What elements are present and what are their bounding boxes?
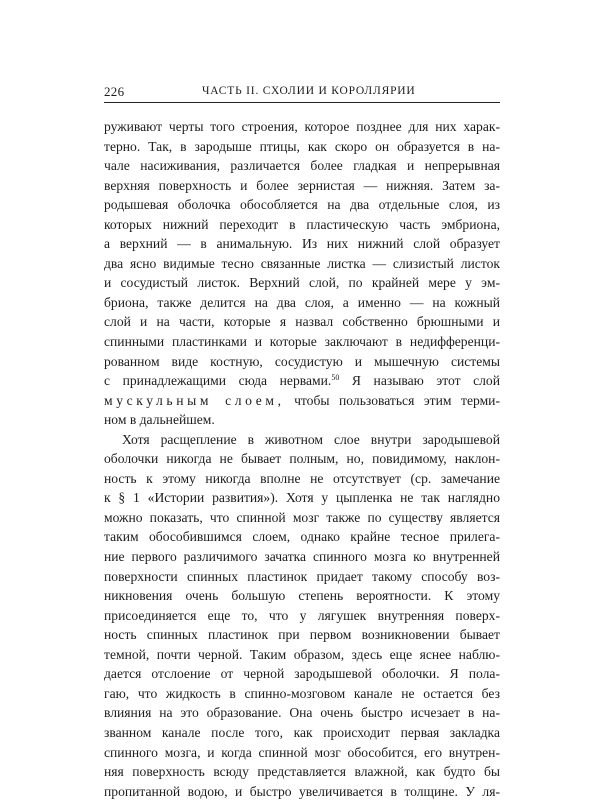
text-line: верхняя поверхность и более зернистая — нижняя. Затем за- [104,177,500,193]
text-line: спинными пластинками и которые заключают в недифференци- [104,334,500,350]
text-line: которых нижний переходит в пластическую часть эмбриона, [104,216,500,232]
text-line: терно. Так, в зародыше птицы, как скоро он образуется в на- [104,138,500,154]
text-line: к § 1 «Истории развития»). Хотя у цыпленка не так наглядно [104,490,500,506]
text-segment: с принадлежащими сюда нервами. [104,373,332,389]
text-line: а верхний — в анимальную. Из них нижний слой образует [104,236,500,252]
spaced-term: мускульным слоем, [104,392,285,408]
text-segment: Я называю этот слой [339,373,500,389]
text-line: темной, почти черной. Таким образом, здесь еще яснее наблю- [104,646,500,662]
text-line: гаю, что жидкость в спинно-мозговом канале не остается без [104,685,500,701]
text-line: два ясно видимые тесно связанные листка — слизистый листок [104,255,500,271]
text-line: присоединяется еще то, что у лягушек внутренняя поверх- [104,607,500,623]
footnote-reference: 50 [331,373,340,383]
paragraph-end-line: ном в дальнейшем. [104,412,215,428]
text-line: никновения очень большую степень вероятности. К этому [104,588,500,604]
text-line: родышевая оболочка обособляется на два отдельные слоя, из [104,197,500,213]
text-line: пропитанной водою, и быстро увеличивается в толщине. У ля- [104,783,500,799]
text-line: бриона, также делится на два слоя, а именно — на кожный [104,294,500,310]
text-line: оболочки никогда не бывает полным, но, повидимому, наклон- [104,451,500,467]
page-number: 226 [104,84,125,99]
text-line: чале насиживания, различается более гладкая и непрерывная [104,158,500,174]
text-line: ность спинных пластинок при первом возникновении бывает [104,627,500,643]
text-line-with-spaced-term [104,391,500,411]
body-text [104,117,500,801]
text-line: рованном виде костную, сосудистую и мышечную системы [104,353,500,369]
text-line: ность к этому никогда вполне не отсутствует (ср. замечание [104,470,500,486]
paragraph-start-line: Хотя расщепление в животном слое внутри зародышевой [122,431,500,447]
text-line: руживают черты того строения, которое позднее для них харак- [104,119,500,134]
text-line: влияния на это образование. Она очень быстро исчезает в на- [104,705,500,721]
text-line: и сосудистый листок. Верхний слой, по крайней мере у эм- [104,275,500,291]
text-line-with-footnote [104,371,500,391]
running-head: ЧАСТЬ II. СХОЛИИ И КОРОЛЛЯРИИ [202,85,416,97]
text-line: поверхности спинных пластинок придает такому способу воз- [104,568,500,584]
page-header [104,84,500,103]
text-line: ние первого различимого зачатка спинного мозга ко внутренней [104,549,500,565]
text-segment: чтобы пользоваться этим терми- [284,392,500,408]
text-line: таким обособившимся слоем, однако крайне тесное прилега- [104,529,500,545]
text-line: званном канале после того, как происходит первая закладка [104,724,500,740]
text-line: няя поверхность всюду представляется влажной, как будто бы [104,764,500,780]
text-line: слой и на части, которые я назвал собственно брюшными и [104,314,500,330]
text-line: дается отслоение от черной зародышевой оболочки. Я пола- [104,666,500,682]
text-line: спинного мозга, и когда спинной мозг обособится, его внутрен- [104,744,500,760]
text-line: можно показать, что спинной мозг также по существу является [104,509,500,525]
